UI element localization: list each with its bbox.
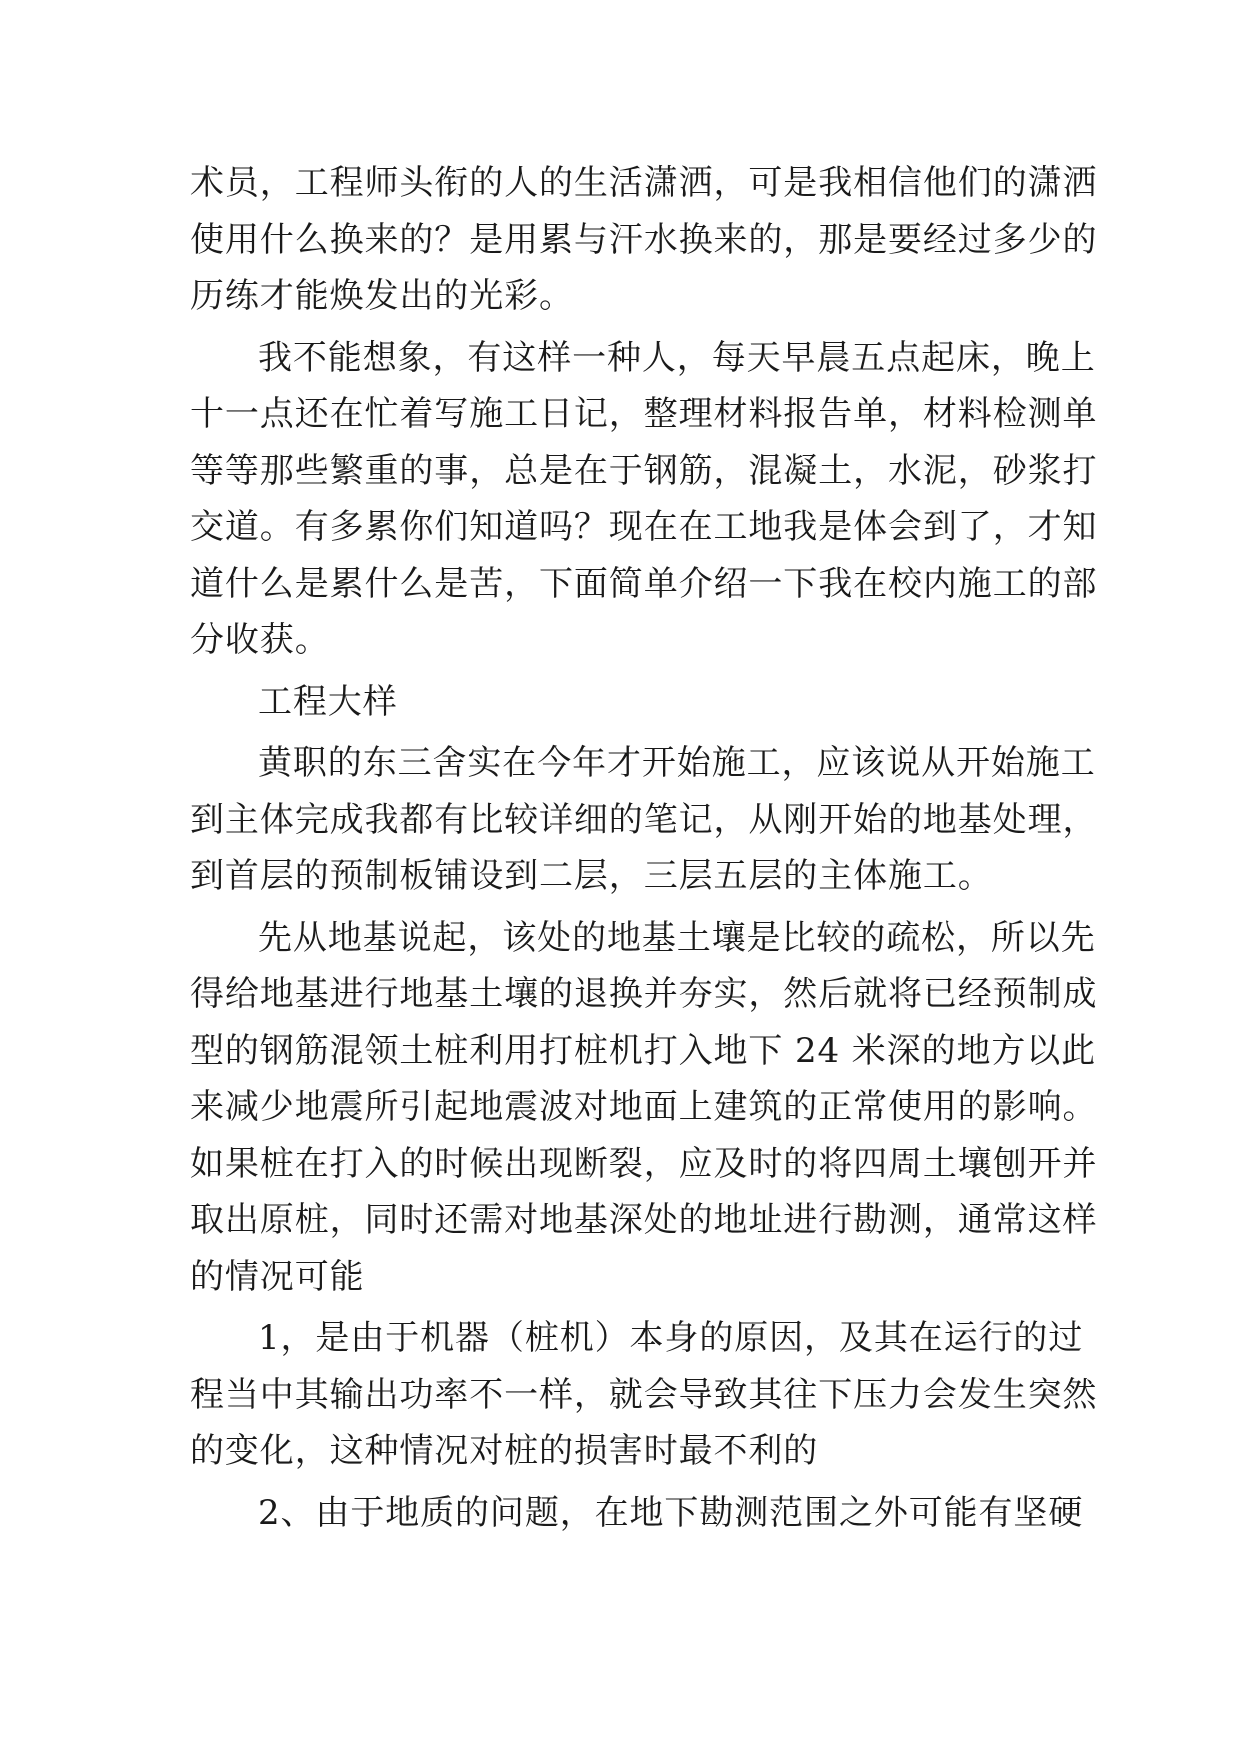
- text-line: 如果桩在打入的时候出现断裂，应及时的将四周土壤刨开并: [190, 1143, 1098, 1184]
- paragraph: [190, 735, 1098, 905]
- text-line: 术员，工程师头衔的人的生活潇洒，可是我相信他们的潇洒: [190, 163, 1098, 203]
- paragraph: [190, 330, 1098, 669]
- paragraph: [190, 674, 1070, 731]
- text-line: 来减少地震所引起地震波对地面上建筑的正常使用的影响。: [190, 1087, 1098, 1127]
- text-line: 1，是由于机器（桩机）本身的原因，及其在运行的过: [258, 1318, 1084, 1358]
- paragraph: [190, 155, 1098, 325]
- text-line: 历练才能焕发出的光彩。: [190, 276, 574, 316]
- text-line: 得给地基进行地基土壤的退换并夯实，然后就将已经预制成: [190, 974, 1098, 1014]
- text-line: 型的钢筋混领土桩利用打桩机打入地下 24 米深的地方以此: [190, 1030, 1097, 1071]
- text-line: 等等那些繁重的事，总是在于钢筋，混凝土，水泥，砂浆打: [190, 450, 1098, 491]
- text-line: 到主体完成我都有比较详细的笔记，从刚开始的地基处理，: [190, 799, 1098, 840]
- paragraph: [190, 910, 1098, 1306]
- paragraph: [190, 1310, 1098, 1480]
- text-line: 十一点还在忙着写施工日记，整理材料报告单，材料检测单: [190, 394, 1098, 434]
- paragraph: [190, 1485, 1084, 1542]
- text-line: 分收获。: [190, 620, 330, 660]
- text-line: 到首层的预制板铺设到二层，三层五层的主体施工。: [190, 856, 993, 896]
- text-line: 的变化，这种情况对桩的损害时最不利的: [190, 1431, 819, 1471]
- text-line: 黄职的东三舍实在今年才开始施工，应该说从开始施工: [258, 743, 1096, 783]
- document-body: [190, 155, 1098, 1541]
- text-line: 我不能想象，有这样一种人，每天早晨五点起床，晚上: [258, 337, 1096, 378]
- text-line: 程当中其输出功率不一样，就会导致其往下压力会发生突然: [190, 1374, 1098, 1415]
- text-line: 交道。有多累你们知道吗？现在在工地我是体会到了，才知: [190, 507, 1098, 547]
- text-line: 工程大样: [258, 681, 398, 722]
- text-line: 取出原桩，同时还需对地基深处的地址进行勘测，通常这样: [190, 1200, 1098, 1240]
- text-line: 2、由于地质的问题，在地下勘测范围之外可能有坚硬: [258, 1492, 1084, 1533]
- text-line: 先从地基说起，该处的地基土壤是比较的疏松，所以先: [258, 917, 1096, 958]
- text-line: 的情况可能: [190, 1256, 365, 1297]
- text-line: 道什么是累什么是苦，下面简单介绍一下我在校内施工的部: [190, 563, 1098, 604]
- text-line: 使用什么换来的？是用累与汗水换来的，那是要经过多少的: [190, 219, 1098, 260]
